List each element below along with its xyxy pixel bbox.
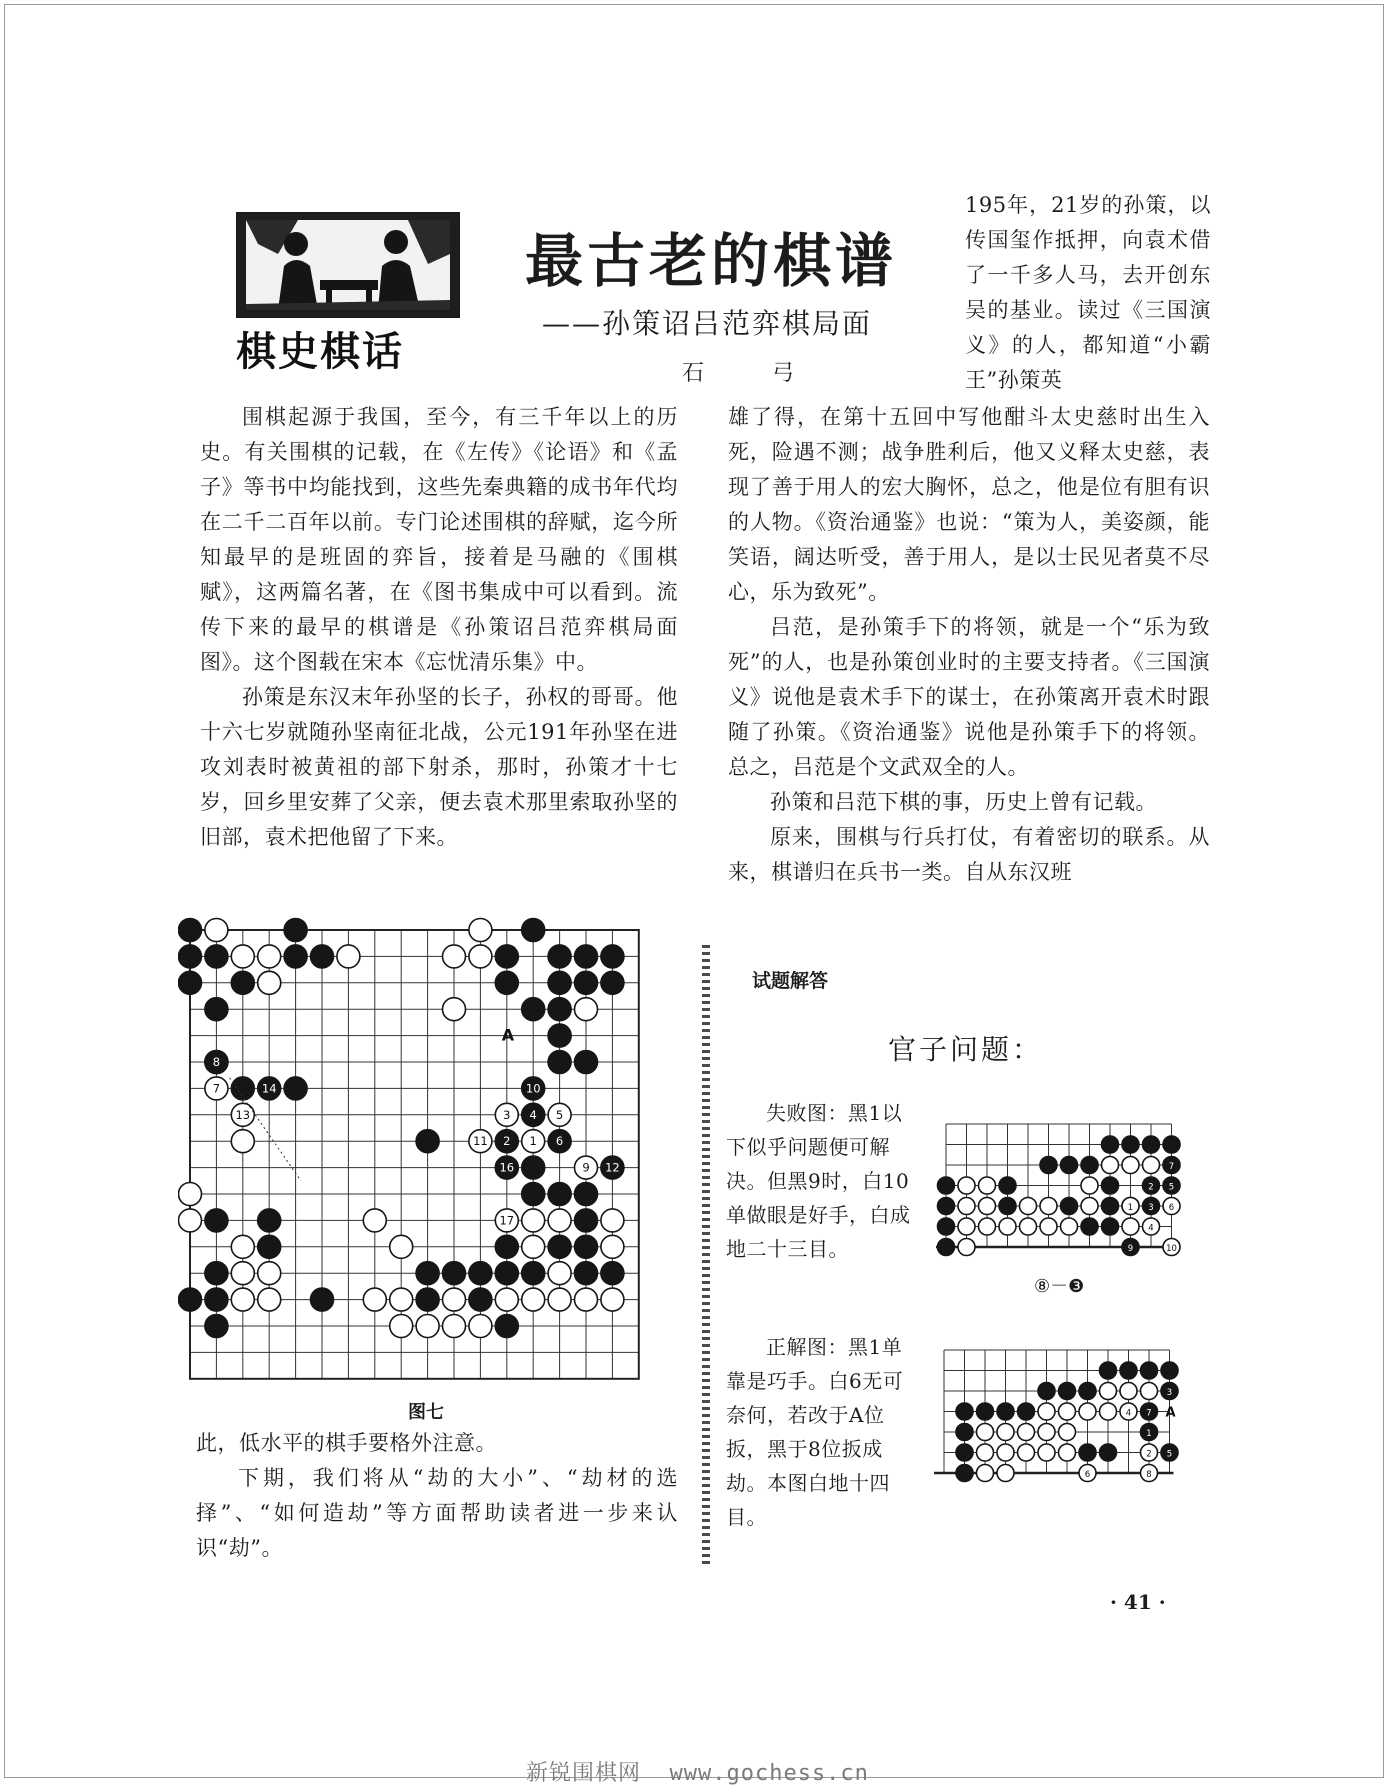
black-stone	[469, 1262, 492, 1285]
black-stone	[469, 1288, 492, 1311]
black-stone	[548, 1183, 571, 1206]
move-number: 8	[1146, 1470, 1152, 1480]
black-stone	[1102, 1218, 1119, 1235]
figure-seven	[178, 906, 688, 1396]
white-stone	[1040, 1198, 1057, 1215]
failure-text: 失败图：黑1以下似乎问题便可解决。但黑9时，白10单做眼是好手，白成地二十三目。	[726, 1101, 911, 1261]
white-stone	[443, 1315, 466, 1338]
white-stone	[575, 1288, 598, 1311]
black-stone	[284, 1077, 307, 1100]
black-stone	[575, 971, 598, 994]
black-stone	[495, 971, 518, 994]
white-stone	[390, 1315, 413, 1338]
black-stone	[999, 1198, 1016, 1215]
white-stone	[997, 1465, 1014, 1482]
white-stone	[258, 1262, 281, 1285]
white-stone	[1143, 1157, 1160, 1174]
white-stone	[231, 1235, 254, 1258]
black-stone	[997, 1403, 1014, 1420]
white-stone	[1122, 1157, 1139, 1174]
black-stone	[179, 1288, 202, 1311]
black-stone	[416, 1130, 439, 1153]
site-watermark: 新锐围棋网 www.gochess.cn	[526, 1761, 869, 1786]
move-number: 10	[525, 1081, 541, 1096]
black-stone	[548, 1051, 571, 1074]
black-stone	[1120, 1362, 1137, 1379]
black-stone	[1143, 1136, 1160, 1153]
white-stone	[337, 945, 360, 968]
move-number: 5	[555, 1107, 564, 1122]
correct-diagram	[926, 1336, 1216, 1516]
move-number: 3	[1148, 1203, 1154, 1213]
white-stone	[416, 1315, 439, 1338]
go-board-diagram	[178, 906, 688, 1396]
black-stone	[522, 919, 545, 942]
white-stone	[548, 1288, 571, 1311]
black-stone	[205, 945, 228, 968]
black-stone	[416, 1262, 439, 1285]
white-stone	[469, 919, 492, 942]
white-stone	[258, 971, 281, 994]
quiz-title: 官子问题：	[888, 1033, 1044, 1066]
black-stone	[956, 1403, 973, 1420]
white-stone	[231, 1130, 254, 1153]
white-stone	[999, 1218, 1016, 1235]
black-stone	[1102, 1136, 1119, 1153]
right-column	[728, 400, 1210, 890]
black-stone	[956, 1465, 973, 1482]
move-number: 5	[1166, 1449, 1173, 1460]
quiz-section-title: 试题解答	[752, 970, 829, 992]
white-stone	[258, 1288, 281, 1311]
white-stone	[1122, 1218, 1139, 1235]
move-number: 1	[529, 1134, 537, 1149]
move-number: 10	[1166, 1244, 1177, 1254]
white-stone	[1059, 1424, 1076, 1441]
white-stone	[979, 1177, 996, 1194]
ko-paragraph-1: 此，低水平的棋手要格外注意。	[196, 1431, 497, 1455]
black-stone	[205, 1288, 228, 1311]
left-paragraph-1: 围棋起源于我国，至今，有三千年以上的历史。有关围棋的记载，在《左传》《论语》和《孟子》等书中均能找到，这些先秦典籍的成书年代均在二千二百年以前。专门论述围棋的辞赋，迄今所知最早的是班固的弈旨，接着是马融的《围棋赋》，这两篇名著，在《图书集成中可以看到。流传下来的最早的棋谱是《孙策诏吕范弈棋局面图》。这个图载在宋本《忘忧清乐集》中。	[200, 405, 678, 674]
white-stone	[1059, 1444, 1076, 1461]
move-number: 16	[499, 1160, 515, 1175]
white-stone	[601, 1209, 624, 1232]
woodcut-players-icon	[238, 214, 458, 316]
white-stone	[977, 1444, 994, 1461]
right-paragraph-4: 原来，围棋与行兵打仗，有着密切的联系。从来，棋谱归在兵书一类。自从东汉班	[728, 825, 1210, 884]
white-stone	[977, 1424, 994, 1441]
white-stone	[1038, 1424, 1055, 1441]
black-stone	[548, 971, 571, 994]
figure-caption: 图七	[408, 1402, 444, 1423]
white-stone	[1079, 1403, 1096, 1420]
black-stone	[179, 919, 202, 942]
move-number: 1	[1146, 1429, 1152, 1439]
white-stone	[1081, 1198, 1098, 1215]
black-stone	[284, 919, 307, 942]
white-stone	[1102, 1157, 1119, 1174]
black-stone	[575, 945, 598, 968]
ko-paragraph-2: 下期，我们将从“劫的大小”、“劫材的选择”、“如何造劫”等方面帮助读者进一步来认识“劫”。	[196, 1466, 678, 1560]
right-paragraph-2: 吕范，是孙策手下的将领，就是一个“乐为致死”的人，也是孙策创业时的主要支持者。《三国演义》说他是袁术手下的谋士，在孙策离开袁术时跟随了孙策。《资治通鉴》说他是孙策手下的将领。总之，吕范是个文武双全的人。	[728, 615, 1210, 779]
black-stone	[1059, 1383, 1076, 1400]
black-stone	[601, 971, 624, 994]
page-number: · 41 ·	[1110, 1590, 1166, 1614]
black-stone	[575, 1262, 598, 1285]
point-a-label: A	[501, 1025, 515, 1045]
move-number: 7	[1168, 1162, 1175, 1172]
move-number: 7	[1146, 1408, 1152, 1419]
white-stone	[443, 998, 466, 1021]
article-author: 石 弓	[682, 361, 812, 386]
black-stone	[1061, 1157, 1078, 1174]
move-number: 3	[503, 1107, 511, 1122]
black-stone	[1061, 1198, 1078, 1215]
black-stone	[548, 998, 571, 1021]
white-stone	[997, 1444, 1014, 1461]
column-divider	[702, 945, 710, 1565]
black-stone	[495, 1262, 518, 1285]
left-paragraph-2: 孙策是东汉末年孙坚的长子，孙权的哥哥。他十六七岁就随孙坚南征北战，公元191年孙坚在进攻刘表时被黄祖的部下射杀，那时，孙策才十七岁，回乡里安葬了父亲，便去袁术那里索取孙坚的旧部，袁术把他留了下来。	[200, 685, 678, 849]
white-stone	[548, 1262, 571, 1285]
correct-text: 正解图：黑1单靠是巧手。白6无可奈何，若改于A位扳，黑于8位扳成劫。本图白地十四目。	[726, 1335, 904, 1529]
black-stone	[548, 1235, 571, 1258]
black-stone	[601, 1262, 624, 1285]
failure-board	[926, 1106, 1216, 1296]
black-stone	[1081, 1218, 1098, 1235]
black-stone	[575, 1051, 598, 1074]
white-stone	[1120, 1383, 1137, 1400]
move-number: 11	[473, 1134, 488, 1149]
black-stone	[231, 1077, 254, 1100]
black-stone	[231, 971, 254, 994]
black-stone	[416, 1288, 439, 1311]
failure-diagram	[926, 1106, 1216, 1296]
black-stone	[205, 1262, 228, 1285]
black-stone	[1038, 1383, 1055, 1400]
black-stone	[258, 1209, 281, 1232]
black-stone	[522, 1156, 545, 1179]
black-stone	[1141, 1362, 1158, 1379]
white-stone	[1059, 1403, 1076, 1420]
right-top-text: 195年，21岁的孙策，以传国玺作抵押，向袁术借了一千多人马，去开创东吴的基业。读过《三国演义》的人，都知道“小霸王”孙策英	[965, 193, 1211, 392]
black-stone	[1122, 1136, 1139, 1153]
white-stone	[979, 1198, 996, 1215]
black-stone	[1102, 1198, 1119, 1215]
move-number: 4	[529, 1107, 537, 1122]
white-stone	[1100, 1403, 1117, 1420]
black-stone	[1081, 1157, 1098, 1174]
move-number: 7	[212, 1081, 221, 1096]
move-number: 13	[235, 1107, 251, 1122]
white-stone	[231, 1262, 254, 1285]
white-stone	[205, 919, 228, 942]
black-stone	[601, 945, 624, 968]
point-a-label: A	[1165, 1405, 1176, 1421]
move-number: 6	[1084, 1470, 1091, 1480]
white-stone	[231, 1288, 254, 1311]
white-stone	[363, 1209, 386, 1232]
white-stone	[522, 1288, 545, 1311]
white-stone	[1018, 1444, 1035, 1461]
black-stone	[1100, 1444, 1117, 1461]
white-stone	[522, 1209, 545, 1232]
black-stone	[1018, 1403, 1035, 1420]
white-stone	[443, 945, 466, 968]
black-stone	[284, 945, 307, 968]
white-stone	[179, 1183, 202, 1206]
black-stone	[999, 1177, 1016, 1194]
white-stone	[522, 1235, 545, 1258]
white-stone	[601, 1288, 624, 1311]
black-stone	[179, 945, 202, 968]
failure-note: ⑧－❸	[1034, 1276, 1085, 1297]
white-stone	[363, 1288, 386, 1311]
move-number: 9	[1127, 1244, 1134, 1254]
black-stone	[575, 1235, 598, 1258]
ko-column	[196, 1426, 678, 1566]
correct-board	[926, 1336, 1216, 1516]
white-stone	[1061, 1218, 1078, 1235]
black-stone	[258, 1235, 281, 1258]
black-stone	[1163, 1136, 1180, 1153]
move-number: 5	[1168, 1182, 1175, 1193]
badge-woodcut-image	[236, 212, 460, 318]
black-stone	[575, 1209, 598, 1232]
black-stone	[1079, 1383, 1096, 1400]
move-number: 2	[503, 1134, 511, 1149]
move-number: 4	[1148, 1223, 1154, 1234]
move-number: 2	[1146, 1449, 1152, 1460]
black-stone	[548, 1024, 571, 1047]
move-number: 4	[1125, 1408, 1132, 1419]
white-stone	[258, 945, 281, 968]
white-stone	[231, 945, 254, 968]
black-stone	[938, 1239, 955, 1256]
white-stone	[548, 1209, 571, 1232]
article-title: 最古老的棋谱	[525, 227, 898, 295]
left-column	[200, 400, 678, 855]
right-paragraph-3: 孙策和吕范下棋的事，历史上曾有记载。	[770, 790, 1157, 814]
black-stone	[205, 1315, 228, 1338]
black-stone	[938, 1218, 955, 1235]
white-stone	[1020, 1198, 1037, 1215]
move-number: 6	[555, 1134, 564, 1149]
white-stone	[958, 1198, 975, 1215]
article-subtitle: ——孙策诏吕范弈棋局面	[542, 307, 873, 340]
move-number: 1	[1127, 1203, 1134, 1213]
move-number: 2	[1148, 1182, 1154, 1193]
move-number: 9	[582, 1160, 590, 1175]
white-stone	[977, 1465, 994, 1482]
black-stone	[1079, 1444, 1096, 1461]
white-stone	[495, 1288, 518, 1311]
white-stone	[1020, 1218, 1037, 1235]
black-stone	[1100, 1362, 1117, 1379]
white-stone	[1018, 1424, 1035, 1441]
white-stone	[390, 1235, 413, 1258]
black-stone	[495, 1315, 518, 1338]
black-stone	[977, 1403, 994, 1420]
black-stone	[1161, 1362, 1178, 1379]
black-stone	[522, 998, 545, 1021]
white-stone	[601, 1235, 624, 1258]
move-number: 17	[499, 1213, 515, 1228]
white-stone	[390, 1288, 413, 1311]
column-label: 棋史棋话	[236, 329, 404, 375]
black-stone	[956, 1444, 973, 1461]
column-badge	[236, 212, 466, 375]
black-stone	[495, 945, 518, 968]
black-stone	[443, 1262, 466, 1285]
white-stone	[469, 1315, 492, 1338]
black-stone	[956, 1424, 973, 1441]
black-stone	[938, 1198, 955, 1215]
black-stone	[1040, 1157, 1057, 1174]
black-stone	[575, 1183, 598, 1206]
black-stone	[205, 998, 228, 1021]
white-stone	[469, 945, 492, 968]
move-number: 12	[605, 1160, 620, 1175]
move-number: 14	[261, 1081, 277, 1096]
white-stone	[958, 1177, 975, 1194]
move-number: 6	[1168, 1203, 1175, 1213]
black-stone	[495, 1235, 518, 1258]
black-stone	[179, 971, 202, 994]
white-stone	[958, 1239, 975, 1256]
black-stone	[311, 1288, 334, 1311]
move-number: 3	[1166, 1388, 1173, 1398]
white-stone	[958, 1218, 975, 1235]
black-stone	[522, 1183, 545, 1206]
white-stone	[997, 1424, 1014, 1441]
white-stone	[1038, 1444, 1055, 1461]
white-stone	[979, 1218, 996, 1235]
black-stone	[548, 945, 571, 968]
white-stone	[1100, 1383, 1117, 1400]
white-stone	[179, 1209, 202, 1232]
black-stone	[938, 1177, 955, 1194]
right-paragraph-1: 雄了得，在第十五回中写他酣斗太史慈时出生入死，险遇不测；战争胜利后，他又义释太史慈，表现了善于用人的宏大胸怀，总之，他是位有胆有识的人物。《资治通鉴》也说：“策为人，美姿颜，能笑语，阔达听受，善于用人，是以士民见者莫不尽心，乐为致死”。	[728, 405, 1210, 604]
white-stone	[575, 998, 598, 1021]
black-stone	[522, 1262, 545, 1285]
move-number: 8	[212, 1055, 221, 1069]
black-stone	[1102, 1177, 1119, 1194]
white-stone	[443, 1288, 466, 1311]
black-stone	[205, 1209, 228, 1232]
white-stone	[1040, 1218, 1057, 1235]
white-stone	[1038, 1403, 1055, 1420]
white-stone	[1081, 1177, 1098, 1194]
black-stone	[311, 945, 334, 968]
white-stone	[1141, 1383, 1158, 1400]
